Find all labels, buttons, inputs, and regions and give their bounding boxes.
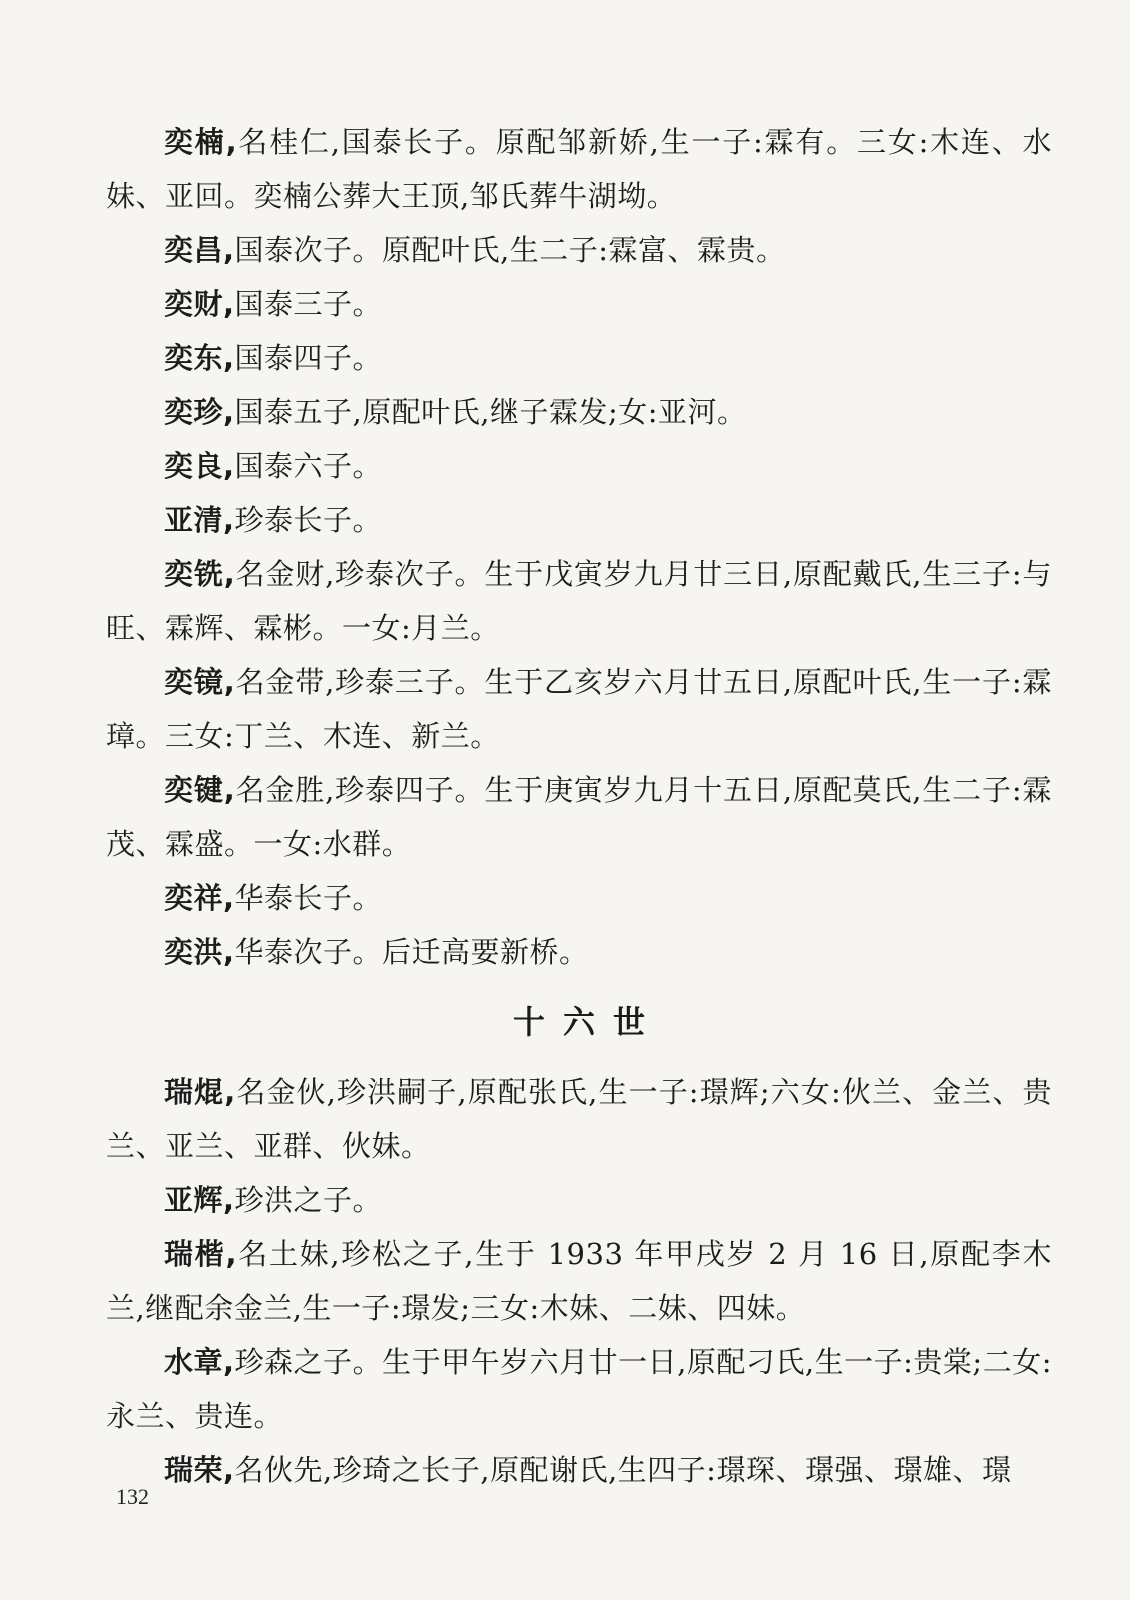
entry-name: 水章, [164,1345,235,1379]
entry-text: 华泰次子。后迁高要新桥。 [234,935,589,969]
entry-text: 华泰长子。 [234,881,383,915]
entry-name: 奕祥, [164,881,235,915]
entry-name: 奕财, [164,287,235,321]
page-number: 132 [116,1484,149,1509]
entry-text: 名金伙,珍洪嗣子,原配张氏,生一子:璟辉;六女:伙兰、金兰、贵兰、亚兰、亚群、伙妹。 [106,1075,1052,1163]
genealogy-entry [106,493,1052,547]
page-body [106,115,1052,1497]
entry-name: 奕良, [164,449,235,483]
entry-text: 国泰六子。 [234,449,383,483]
genealogy-entry [106,1065,1052,1173]
genealogy-entry [106,1335,1052,1443]
genealogy-entry [106,655,1052,763]
entry-text: 国泰次子。原配叶氏,生二子:霖富、霖贵。 [234,233,786,267]
entry-text: 国泰三子。 [234,287,383,321]
entry-text: 国泰四子。 [234,341,383,375]
genealogy-entry [106,871,1052,925]
genealogy-entry [106,223,1052,277]
entry-name: 亚辉, [164,1183,235,1217]
entry-text: 名金带,珍泰三子。生于乙亥岁六月廿五日,原配叶氏,生一子:霖璋。三女:丁兰、木连、新兰。 [106,665,1052,753]
entry-text: 珍洪之子。 [234,1183,383,1217]
entry-name: 瑞焜, [164,1075,236,1109]
genealogy-entry [106,331,1052,385]
entry-name: 奕键, [164,773,236,807]
entry-name: 奕楠, [164,125,238,159]
entry-text: 名伙先,珍琦之长子,原配谢氏,生四子:璟琛、璟强、璟雄、璟 [234,1453,1012,1487]
entry-text: 名金胜,珍泰四子。生于庚寅岁九月十五日,原配莫氏,生二子:霖茂、霖盛。一女:水群。 [106,773,1052,861]
entry-name: 瑞荣, [164,1453,235,1487]
genealogy-entry [106,115,1052,223]
entry-name: 奕昌, [164,233,235,267]
entry-text: 名土妹,珍松之子,生于 1933 年甲戌岁 2 月 16 日,原配李木兰,继配余金兰,生一子:璟发;三女:木妹、二妹、四妹。 [106,1237,1052,1325]
generation-heading: 十六世 [512,1003,663,1041]
genealogy-entry [106,277,1052,331]
genealogy-entry [106,385,1052,439]
entry-text: 珍森之子。生于甲午岁六月廿一日,原配刁氏,生一子:贵棠;二女:永兰、贵连。 [106,1345,1052,1433]
entry-name: 奕珍, [164,395,235,429]
genealogy-entry [106,925,1052,979]
genealogy-entry [106,763,1052,871]
genealogy-entry [106,439,1052,493]
entry-name: 瑞楷, [164,1237,237,1271]
entry-name: 奕洪, [164,935,235,969]
entry-text: 名金财,珍泰次子。生于戊寅岁九月廿三日,原配戴氏,生三子:与旺、霖辉、霖彬。一女:月兰。 [106,557,1052,645]
entry-name: 奕铣, [164,557,236,591]
genealogy-entry [106,1443,1052,1497]
genealogy-entry [106,1227,1052,1335]
entry-name: 奕东, [164,341,235,375]
entry-name: 亚清, [164,503,235,537]
genealogy-entry [106,547,1052,655]
entry-text: 国泰五子,原配叶氏,继子霖发;女:亚河。 [234,395,747,429]
genealogy-entry [106,1173,1052,1227]
entry-text: 珍泰长子。 [234,503,383,537]
entry-text: 名桂仁,国泰长子。原配邹新娇,生一子:霖有。三女:木连、水妹、亚回。奕楠公葬大王顶,邹氏葬牛湖坳。 [106,125,1052,213]
entry-name: 奕镜, [164,665,236,699]
